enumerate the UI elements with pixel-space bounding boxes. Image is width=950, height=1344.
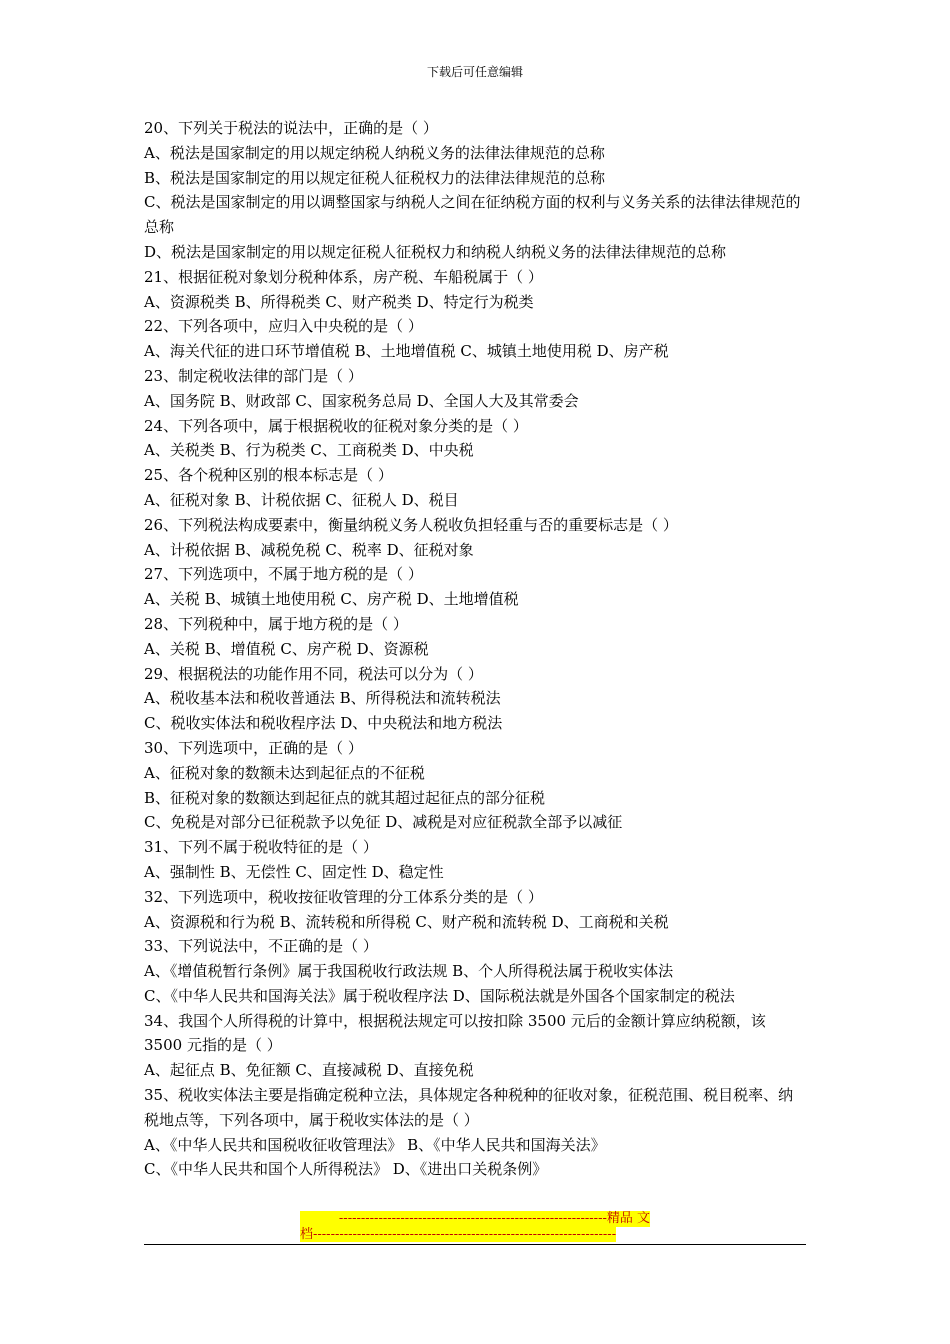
option-line: A、《增值税暂行条例》属于我国税收行政法规 B、个人所得税法属于税收实体法 <box>144 962 674 981</box>
question-line: 33、下列说法中，不正确的是（ ） <box>144 937 378 956</box>
page-footer <box>300 1211 650 1243</box>
question-line: 29、根据税法的功能作用不同，税法可以分为（ ） <box>144 664 483 683</box>
question-line: 21、根据征税对象划分税种体系，房产税、车船税属于（ ） <box>144 267 543 286</box>
option-line: A、资源税类 B、所得税类 C、财产税类 D、特定行为税类 <box>144 292 534 311</box>
option-line: A、《中华人民共和国税收征收管理法》 B、《中华人民共和国海关法》 <box>144 1135 606 1154</box>
option-line: C、免税是对部分已征税款予以免征 D、减税是对应征税款全部予以减征 <box>144 813 623 832</box>
footer-line <box>300 1211 650 1227</box>
option-line: A、关税 B、增值税 C、房产税 D、资源税 <box>144 639 429 658</box>
option-line: A、关税 B、城镇土地使用税 C、房产税 D、土地增值税 <box>144 590 519 609</box>
footer-text: 档--------------------------------------------------------------------- <box>300 1227 617 1242</box>
option-line: B、征税对象的数额达到起征点的就其超过起征点的部分征税 <box>144 788 546 807</box>
option-line: D、税法是国家制定的用以规定征税人征税权力和纳税人纳税义务的法律法律规范的总称 <box>144 242 727 261</box>
question-line: 24、下列各项中，属于根据税收的征税对象分类的是（ ） <box>144 416 528 435</box>
option-line: C、《中华人民共和国个人所得税法》 D、《进出口关税条例》 <box>144 1160 548 1179</box>
option-line: B、税法是国家制定的用以规定征税人征税权力的法律法律规范的总称 <box>144 168 606 187</box>
question-line: 34、我国个人所得税的计算中，根据税法规定可以按扣除 3500 元后的金额计算应纳税额，该 3500 元指的是（ ） <box>144 1011 766 1055</box>
option-line: C、税法是国家制定的用以调整国家与纳税人之间在征纳税方面的权利与义务关系的法律法律规范的总称 <box>144 193 801 237</box>
question-line: 27、下列选项中，不属于地方税的是（ ） <box>144 565 423 584</box>
question-line: 28、下列税种中，属于地方税的是（ ） <box>144 614 408 633</box>
option-line: A、强制性 B、无偿性 C、固定性 D、稳定性 <box>144 862 444 881</box>
document-body <box>144 116 808 1182</box>
question-line: 22、下列各项中，应归入中央税的是（ ） <box>144 317 423 336</box>
question-line: 26、下列税法构成要素中，衡量纳税义务人税收负担轻重与否的重要标志是（ ） <box>144 515 678 534</box>
option-line: A、资源税和行为税 B、流转税和所得税 C、财产税和流转税 D、工商税和关税 <box>144 912 669 931</box>
option-line: A、税法是国家制定的用以规定纳税人纳税义务的法律法律规范的总称 <box>144 143 605 162</box>
footer-text: -------------------------------------------------------------精品 文 <box>338 1211 650 1226</box>
footer-divider <box>144 1244 806 1245</box>
option-line: A、征税对象的数额未达到起征点的不征税 <box>144 763 425 782</box>
question-line: 32、下列选项中，税收按征收管理的分工体系分类的是（ ） <box>144 887 543 906</box>
question-line: 30、下列选项中，正确的是（ ） <box>144 738 363 757</box>
option-line: C、《中华人民共和国海关法》属于税收程序法 D、国际税法就是外国各个国家制定的税法 <box>144 986 735 1005</box>
question-line: 31、下列不属于税收特征的是（ ） <box>144 838 378 857</box>
option-line: A、征税对象 B、计税依据 C、征税人 D、税目 <box>144 490 459 509</box>
option-line: A、海关代征的进口环节增值税 B、土地增值税 C、城镇土地使用税 D、房产税 <box>144 342 669 361</box>
option-line: A、国务院 B、财政部 C、国家税务总局 D、全国人大及其常委会 <box>144 391 579 410</box>
option-line: C、税收实体法和税收程序法 D、中央税法和地方税法 <box>144 714 503 733</box>
option-line: A、税收基本法和税收普通法 B、所得税法和流转税法 <box>144 689 501 708</box>
option-line: A、计税依据 B、减税免税 C、税率 D、征税对象 <box>144 540 474 559</box>
question-line: 25、各个税种区别的根本标志是（ ） <box>144 466 393 485</box>
option-line: A、起征点 B、免征额 C、直接减税 D、直接免税 <box>144 1061 474 1080</box>
question-line: 20、下列关于税法的说法中，正确的是（ ） <box>144 119 438 137</box>
option-line: A、关税类 B、行为税类 C、工商税类 D、中央税 <box>144 441 474 460</box>
question-line: 35、税收实体法主要是指确定税种立法，具体规定各种税种的征收对象，征税范围、税目税率、纳税地点等，下列各项中，属于税收实体法的是（ ） <box>144 1086 794 1129</box>
page-header: 下载后可任意编辑 <box>426 65 523 79</box>
question-line: 23、制定税收法律的部门是（ ） <box>144 366 363 385</box>
